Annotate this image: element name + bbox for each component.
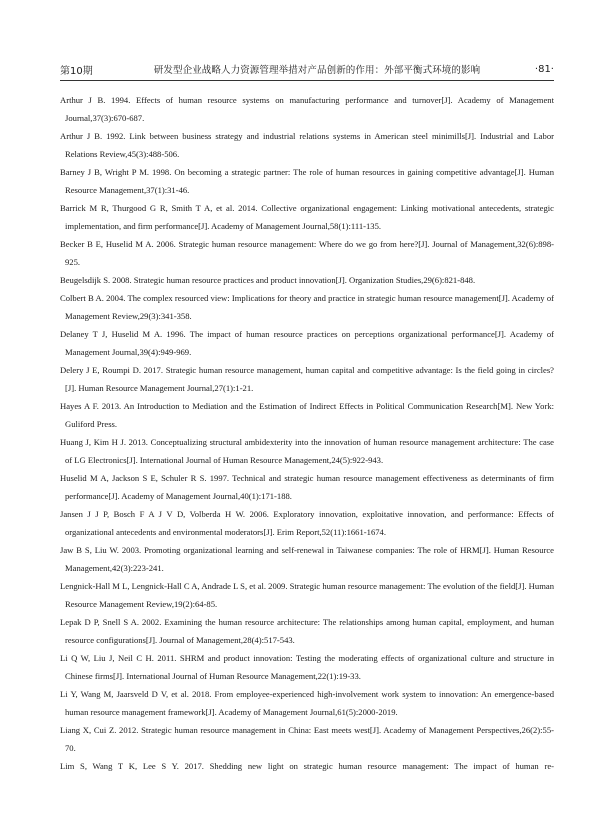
header-rule [60,80,554,81]
reference-item: Jansen J J P, Bosch F A J V D, Volberda H W. 2006. Exploratory innovation, exploitative innovation, and performance: Effects of organizational antecedents and environmental moderators[J]. Erim Report,52(11):1661-1674. [60,509,554,537]
reference-item: Arthur J B. 1992. Link between business strategy and industrial relations systems in American steel minimills[J]. Industrial and Labor Relations Review,45(3):488-506. [60,131,554,159]
reference-item: Colbert B A. 2004. The complex resourced view: Implications for theory and practice in strategic human resource management[J]. Academy of Management Review,29(3):341-358. [60,293,554,321]
reference-item: Arthur J B. 1994. Effects of human resource systems on manufacturing performance and turnover[J]. Academy of Management Journal,37(3):670-687. [60,95,554,123]
reference-item: Lim S, Wang T K, Lee S Y. 2017. Shedding new light on strategic human resource management: The impact of human re- [60,761,554,771]
reference-item: Delaney T J, Huselid M A. 1996. The impact of human resource practices on perceptions organizational performance[J]. Academy of Management Journal,39(4):949-969. [60,329,554,357]
reference-item: Barney J B, Wright P M. 1998. On becoming a strategic partner: The role of human resources in gaining competitive advantage[J]. Human Resource Management,37(1):31-46. [60,167,554,195]
reference-item: Huselid M A, Jackson S E, Schuler R S. 1997. Technical and strategic human resource management effectiveness as determinants of firm performance[J]. Academy of Management Journal,40(1):171-188. [60,473,554,501]
reference-item: Hayes A F. 2013. An Introduction to Mediation and the Estimation of Indirect Effects in Political Communication Research[M]. New York: Guliford Press. [60,401,554,429]
reference-item: Barrick M R, Thurgood G R, Smith T A, et al. 2014. Collective organizational engagement: Linking motivational antecedents, strategic implementation, and firm performance[J]. Academy of Management Journal,58(1):111-135. [60,203,554,231]
reference-item: Lepak D P, Snell S A. 2002. Examining the human resource architecture: The relationships among human capital, employment, and human resource configurations[J]. Journal of Management,28(4):517-543. [60,617,554,645]
reference-item: Becker B E, Huselid M A. 2006. Strategic human resource management: Where do we go from here?[J]. Journal of Management,32(6):898-925. [60,239,554,267]
reference-item: Liang X, Cui Z. 2012. Strategic human resource management in China: East meets west[J]. Academy of Management Perspectives,26(2):55-70. [60,725,554,753]
page-number: ·81· [534,63,554,75]
running-title: 研发型企业战略人力资源管理举措对产品创新的作用：外部平衡式环境的影响 [153,65,481,76]
reference-item: Beugelsdijk S. 2008. Strategic human resource practices and product innovation[J]. Organization Studies,29(6):821-848. [60,275,476,285]
reference-item: Li Q W, Liu J, Neil C H. 2011. SHRM and product innovation: Testing the moderating effects of organizational culture and structure in Chinese firms[J]. International Journal of Human Resource Management,22(1):19-33. [60,653,554,681]
running-header [60,60,554,78]
reference-list [60,91,554,775]
reference-item: Jaw B S, Liu W. 2003. Promoting organizational learning and self-renewal in Taiwanese companies: The role of HRM[J]. Human Resource Management,42(3):223-241. [60,545,554,573]
issue-number: 第10期 [60,65,93,77]
reference-item: Lengnick-Hall M L, Lengnick-Hall C A, Andrade L S, et al. 2009. Strategic human resource management: The evolution of the field[J]. Human Resource Management Review,19(2):64-85. [60,581,554,609]
reference-item: Delery J E, Roumpi D. 2017. Strategic human resource management, human capital and competitive advantage: Is the field going in circles?[J]. Human Resource Management Journal,27(1):1-21. [60,365,554,393]
reference-item: Huang J, Kim H J. 2013. Conceptualizing structural ambidexterity into the innovation of human resource management architecture: The case of LG Electronics[J]. International Journal of Human Resource Management,24(5):922-943. [60,437,554,465]
reference-item: Li Y, Wang M, Jaarsveld D V, et al. 2018. From employee-experienced high-involvement work system to innovation: An emergence-based human resource management framework[J]. Academy of Management Journal,61(5):2000-2019. [60,689,554,717]
